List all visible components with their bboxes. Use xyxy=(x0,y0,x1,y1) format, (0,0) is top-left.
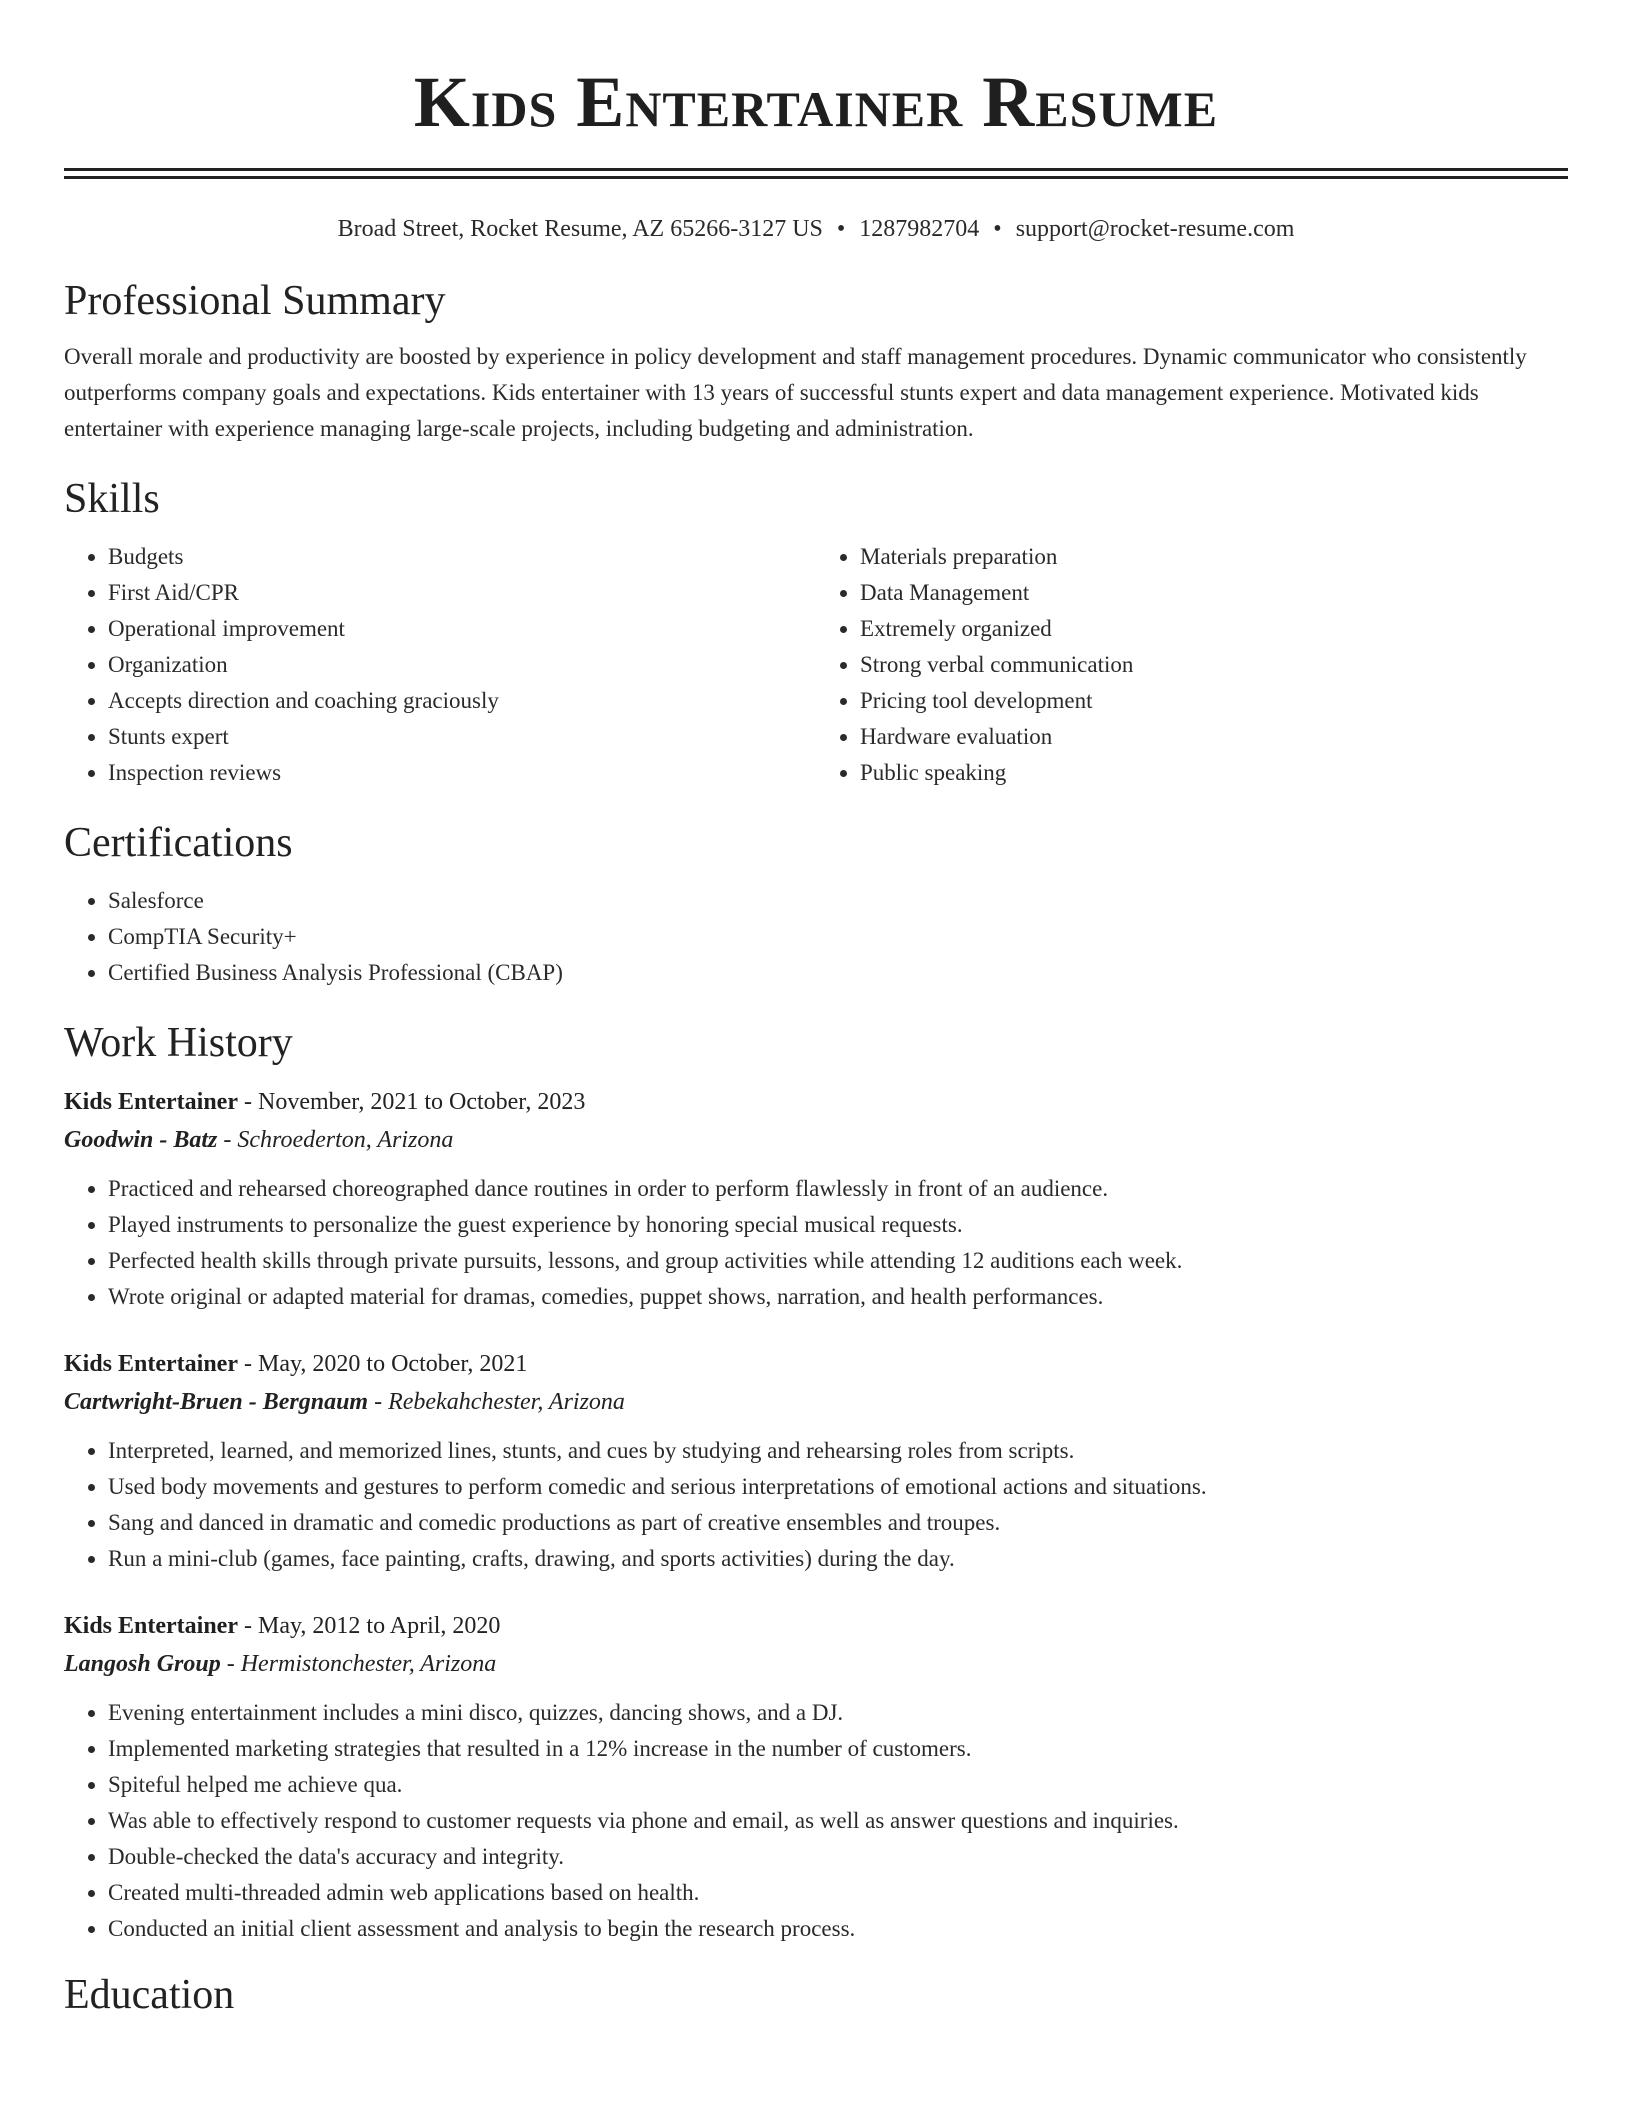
job-entry xyxy=(64,1345,1568,1577)
skill-item: • Strong verbal communication xyxy=(860,647,1568,683)
education-heading: Education xyxy=(64,1972,235,2018)
contact-line xyxy=(64,213,1568,245)
job-bullet: • Conducted an initial client assessment and analysis to begin the research process. xyxy=(108,1911,1568,1947)
skills-list-left xyxy=(64,539,816,791)
job-company: Langosh Group xyxy=(64,1651,221,1677)
work-history-heading: Work History xyxy=(64,1020,293,1066)
skill-item: • First Aid/CPR xyxy=(108,575,816,611)
skill-item: • Public speaking xyxy=(860,755,1568,791)
contact-email: support@rocket-resume.com xyxy=(1015,216,1295,242)
job-company-line xyxy=(64,1645,1568,1683)
contact-separator: • xyxy=(993,216,1002,242)
summary-text: Overall morale and productivity are boosted by experience in policy development and staff management procedures. Dynamic communicator who consistently outperforms company goals and expectations. Kids entertainer with 13 years of successful stunts expert and data management experience. Motivated kids entertainer with experience managing large-scale projects, including budgeting and administration. xyxy=(64,344,1527,441)
skill-item: • Materials preparation xyxy=(860,539,1568,575)
certification-item: • Certified Business Analysis Professional (CBAP) xyxy=(108,955,1568,991)
contact-phone: 1287982704 xyxy=(859,216,980,242)
job-bullet: • Implemented marketing strategies that resulted in a 12% increase in the number of customers. xyxy=(108,1731,1568,1767)
certification-item: • Salesforce xyxy=(108,883,1568,919)
skill-item: • Organization xyxy=(108,647,816,683)
job-bullet: • Perfected health skills through private pursuits, lessons, and group activities while attending 12 auditions each week. xyxy=(108,1243,1568,1279)
contact-separator: • xyxy=(836,216,846,242)
job-title-line xyxy=(64,1607,1568,1645)
job-bullet: • Spiteful helped me achieve qua. xyxy=(108,1767,1568,1803)
job-entry xyxy=(64,1607,1568,1947)
job-dates: - November, 2021 to October, 2023 xyxy=(238,1089,586,1115)
skill-item: • Accepts direction and coaching graciously xyxy=(108,683,816,719)
job-title-line xyxy=(64,1345,1568,1383)
job-bullets xyxy=(64,1433,1568,1577)
skill-item: • Data Management xyxy=(860,575,1568,611)
job-title: Kids Entertainer xyxy=(64,1089,238,1115)
job-bullet: • Run a mini-club (games, face painting, crafts, drawing, and sports activities) during the day. xyxy=(108,1541,1568,1577)
job-dates: - May, 2020 to October, 2021 xyxy=(238,1351,528,1377)
job-company-line xyxy=(64,1383,1568,1421)
job-title: Kids Entertainer xyxy=(64,1613,238,1639)
job-bullets xyxy=(64,1171,1568,1315)
job-bullet: • Interpreted, learned, and memorized lines, stunts, and cues by studying and rehearsing roles from scripts. xyxy=(108,1433,1568,1469)
job-location: - Schroederton, Arizona xyxy=(217,1127,454,1153)
job-title: Kids Entertainer xyxy=(64,1351,238,1377)
skill-item: • Hardware evaluation xyxy=(860,719,1568,755)
job-bullet: • Played instruments to personalize the guest experience by honoring special musical requests. xyxy=(108,1207,1568,1243)
job-bullet: • Was able to effectively respond to customer requests via phone and email, as well as answer questions and inquiries. xyxy=(108,1803,1568,1839)
title-divider xyxy=(64,168,1568,179)
job-bullet: • Wrote original or adapted material for dramas, comedies, puppet shows, narration, and health performances. xyxy=(108,1279,1568,1315)
job-company: Goodwin - Batz xyxy=(64,1127,218,1153)
contact-address: Broad Street, Rocket Resume, AZ 65266-3127 US xyxy=(337,216,823,242)
job-bullet: • Created multi-threaded admin web applications based on health. xyxy=(108,1875,1568,1911)
job-title-line xyxy=(64,1083,1568,1121)
skill-item: • Inspection reviews xyxy=(108,755,816,791)
certifications-heading: Certifications xyxy=(64,820,293,866)
job-bullet: • Double-checked the data's accuracy and integrity. xyxy=(108,1839,1568,1875)
skills-list-right xyxy=(816,539,1568,791)
job-dates: - May, 2012 to April, 2020 xyxy=(238,1613,501,1639)
page-title: Kids Entertainer Resume xyxy=(413,62,1219,142)
job-bullet: • Practiced and rehearsed choreographed dance routines in order to perform flawlessly in front of an audience. xyxy=(108,1171,1568,1207)
job-company-line xyxy=(64,1121,1568,1159)
job-company: Cartwright-Bruen - Bergnaum xyxy=(64,1389,369,1415)
skill-item: • Operational improvement xyxy=(108,611,816,647)
job-entry xyxy=(64,1083,1568,1315)
skill-item: • Stunts expert xyxy=(108,719,816,755)
job-location: - Rebekahchester, Arizona xyxy=(368,1389,625,1415)
certifications-list xyxy=(64,883,1568,991)
certification-item: • CompTIA Security+ xyxy=(108,919,1568,955)
job-bullet: • Evening entertainment includes a mini disco, quizzes, dancing shows, and a DJ. xyxy=(108,1695,1568,1731)
job-bullet: • Sang and danced in dramatic and comedic productions as part of creative ensembles and troupes. xyxy=(108,1505,1568,1541)
skill-item: • Pricing tool development xyxy=(860,683,1568,719)
job-bullets xyxy=(64,1695,1568,1947)
skills-columns xyxy=(64,539,1568,791)
job-location: - Hermistonchester, Arizona xyxy=(220,1651,497,1677)
summary-heading: Professional Summary xyxy=(64,278,446,324)
job-bullet: • Used body movements and gestures to perform comedic and serious interpretations of emotional actions and situations. xyxy=(108,1469,1568,1505)
skills-heading: Skills xyxy=(64,476,160,522)
skill-item: • Budgets xyxy=(108,539,816,575)
skill-item: • Extremely organized xyxy=(860,611,1568,647)
